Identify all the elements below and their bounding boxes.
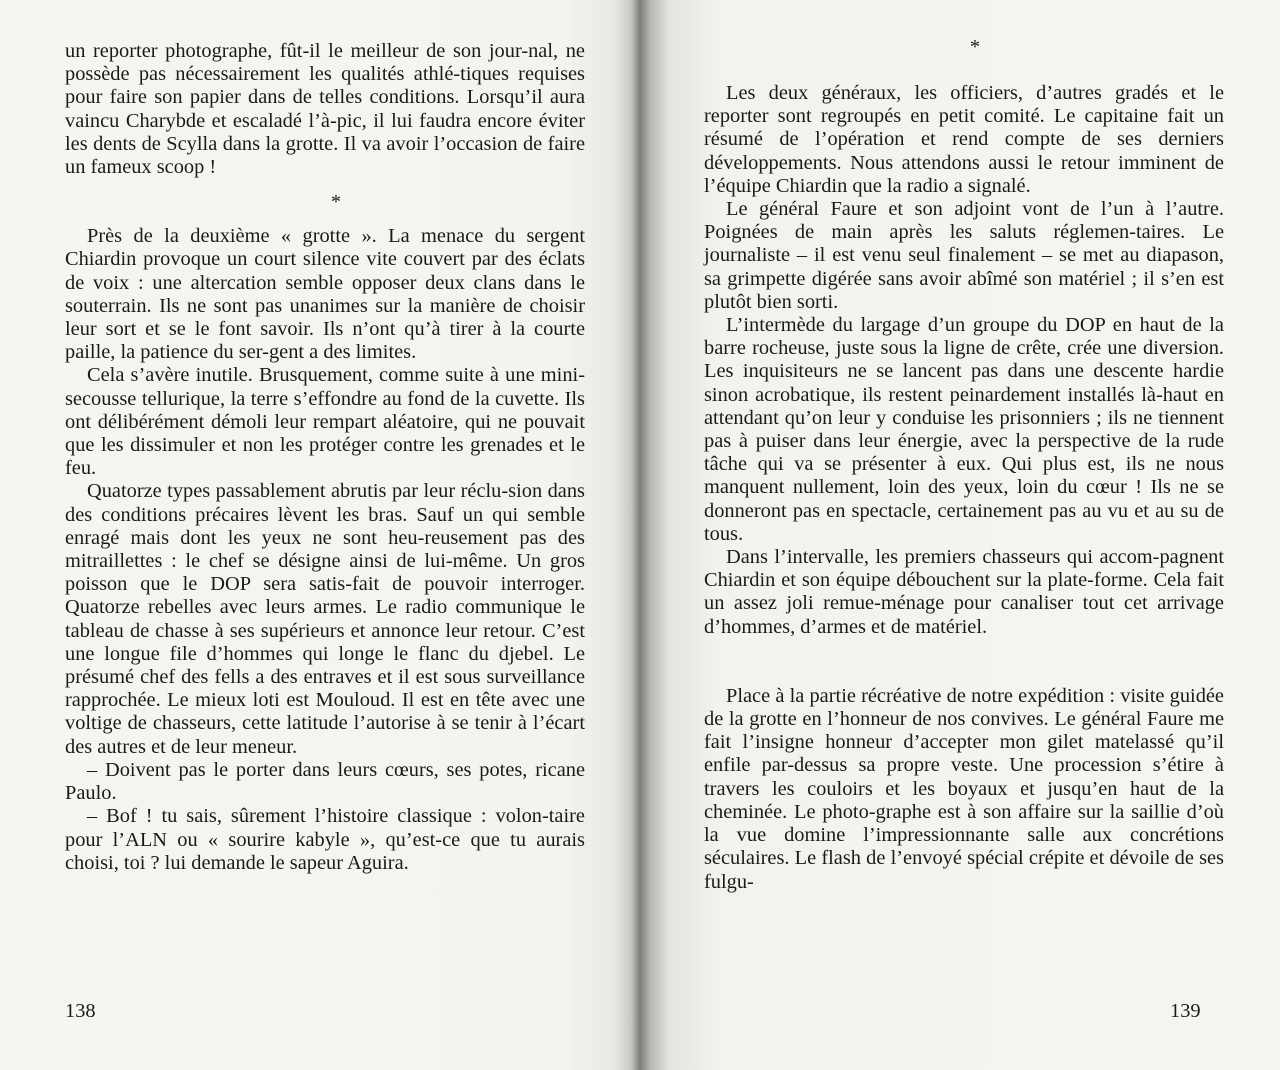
page-number: 138	[65, 1000, 96, 1022]
right-page-text	[704, 36, 1224, 894]
section-separator: *	[330, 191, 342, 214]
paragraph: Près de la deuxième « grotte ». La menace du sergent Chiardin provoque un court silence vite couvert par des éclats de voix : une altercation semble opposer deux clans dans le souterrain. Ils ne sont pas unanimes sur la manière de choisir leur sort et se le font savoir. Ils n’ont qu’à tirer à la courte paille, la patience du ser-gent a des limites.	[65, 225, 585, 364]
page-number: 139	[1170, 1000, 1201, 1022]
paragraph: L’intermède du largage d’un groupe du DOP en haut de la barre rocheuse, juste sous la ligne de crête, crée une diversion. Les inquisiteurs ne se lancent pas dans une descente hardie sinon acrobatique, ils restent peinardement installés là-haut en attendant qu’on leur y conduise les prisonniers ; ils ne tiennent pas à puiser dans leur énergie, avec la perspective de la rude tâche qui va se présenter à eux. Qui plus est, ils ne nous manquent nullement, loin des yeux, loin du cœur ! Ils ne se donneront pas en spectacle, certainement pas au vu et au su de tous.	[704, 314, 1224, 545]
paragraph: Cela s’avère inutile. Brusquement, comme suite à une mini-secousse tellurique, la terre s’effondre au fond de la cuvette. Ils ont délibérément démoli leur rempart aléatoire, qui ne pouvait que les dissimuler et non les protéger contre les grenades et le feu.	[65, 364, 585, 480]
right-page	[640, 0, 1280, 1070]
paragraph: Place à la partie récréative de notre expédition : visite guidée de la grotte en l’honneur de nos convives. Le général Faure me fait l’insigne honneur d’accepter mon gilet matelassé qu’il enfile par-dessus sa propre veste. Une procession s’étire à travers les couloirs et les boyaux et jusqu’en haut de la cheminée. Le photo-graphe est à son affaire sur la saillie d’où la vue domine l’impressionnante salle aux concrétions séculaires. Le flash de l’envoyé spécial crépite et dévoile de ses fulgu-	[704, 684, 1224, 893]
paragraph: un reporter photographe, fût-il le meilleur de son jour-nal, ne possède pas nécessairement les qualités athlé-tiques requises pour faire son papier dans de telles conditions. Lorsqu’il aura vaincu Charybde et escaladé l’à-pic, il lui faudra encore éviter les dents de Scylla dans la grotte. Il va avoir l’occasion de faire un fameux scoop !	[65, 40, 585, 179]
paragraph: Dans l’intervalle, les premiers chasseurs qui accom-pagnent Chiardin et son équipe débouchent sur la plate-forme. Cela fait un assez joli remue-ménage pour canaliser tout cet arrivage d’hommes, d’armes et de matériel.	[704, 546, 1224, 638]
paragraph: – Bof ! tu sais, sûrement l’histoire classique : volon-taire pour l’ALN ou « sourire kabyle », qu’est-ce que tu aurais choisi, toi ? lui demande le sapeur Aguira.	[65, 805, 585, 874]
paragraph: Le général Faure et son adjoint vont de l’un à l’autre. Poignées de main après les saluts réglemen-taires. Le journaliste – il est venu seul finalement – se met au diapason, sa grimpette digérée sans avoir abîmé son matériel ; il s’en est plutôt bien sorti.	[704, 198, 1224, 313]
paragraph: Les deux généraux, les officiers, d’autres gradés et le reporter sont regroupés en petit comité. Le capitaine fait un résumé de l’opération et rend compte de ses derniers développements. Nous attendons aussi le retour imminent de l’équipe Chiardin que la radio a signalé.	[704, 82, 1224, 197]
section-separator: *	[969, 36, 981, 58]
left-page-text	[65, 40, 585, 875]
paragraph: Quatorze types passablement abrutis par leur réclu-sion dans des conditions précaires lèvent les bras. Sauf un qui semble enragé mais dont les yeux ne sont heu-reusement pas des mitraillettes : le chef se désigne ainsi de lui-même. Un gros poisson que le DOP sera satis-fait de pouvoir interroger. Quatorze rebelles avec leurs armes. Le radio communique le tableau de chasse à ses supérieurs et annonce leur retour. C’est une longue file d’hommes qui longe le flanc du djebel. Le présumé chef des fells a des entraves et il est sous surveillance rapprochée. Le mieux loti est Mouloud. Il est en tête avec une voltige de chasseurs, cette latitude l’autorise à se tenir à l’écart des autres et de leur meneur.	[65, 480, 585, 758]
paragraph: – Doivent pas le porter dans leurs cœurs, ses potes, ricane Paulo.	[65, 758, 585, 805]
section-gap	[704, 639, 1224, 685]
